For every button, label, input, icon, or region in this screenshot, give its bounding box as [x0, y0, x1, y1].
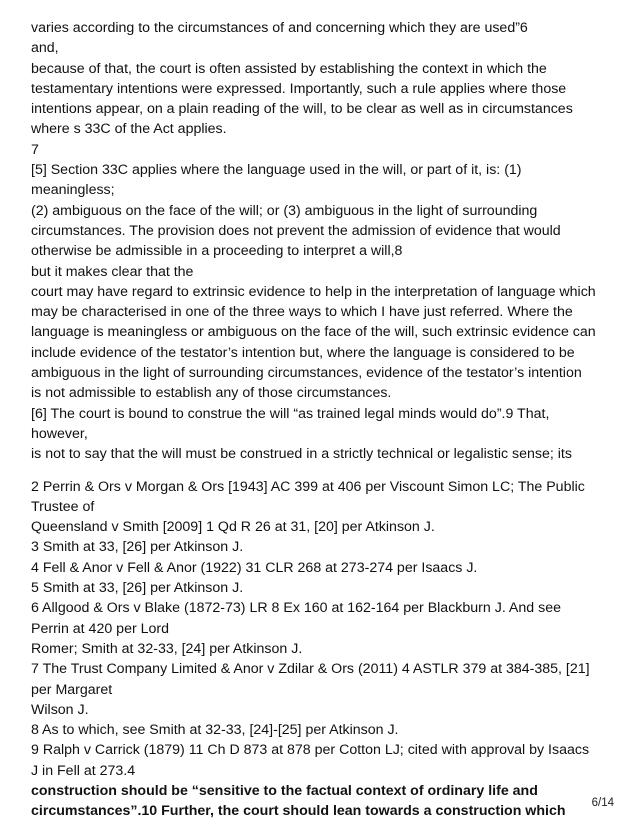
footnote-line: Trustee of: [31, 498, 95, 515]
body-line: is not to say that the will must be construed in a strictly technical or legalistic sense; its: [31, 446, 572, 463]
footnote-line: 5 Smith at 33, [26] per Atkinson J.: [31, 580, 244, 597]
page-content: [31, 18, 626, 822]
footnote-line: Queensland v Smith [2009] 1 Qd R 26 at 31, [20] per Atkinson J.: [31, 519, 435, 536]
body-line: otherwise be admissible in a proceeding to interpret a will,8: [31, 243, 403, 260]
body-line: and,: [31, 40, 59, 57]
body-line: meaningless;: [31, 182, 115, 199]
footnote-line: 2 Perrin & Ors v Morgan & Ors [1943] AC 399 at 406 per Viscount Simon LC; The Public: [31, 478, 585, 495]
bold-line: construction should be “sensitive to the factual context of ordinary life and: [31, 782, 538, 799]
body-line: varies according to the circumstances of and concerning which they are used”6: [31, 20, 528, 36]
footnote-line: 3 Smith at 33, [26] per Atkinson J.: [31, 539, 244, 556]
body-line: ambiguous in the light of surrounding circumstances, evidence of the testator’s intention: [31, 365, 582, 382]
body-line: circumstances. The provision does not prevent the admission of evidence that would: [31, 222, 561, 239]
body-line: may be characterised in one of the three ways to which I have just referred. Where the: [31, 304, 573, 321]
section-gap: [31, 465, 626, 477]
bold-line: circumstances”.10 Further, the court should lean towards a construction which: [31, 803, 566, 820]
body-line: [6] The court is bound to construe the will “as trained legal minds would do”.9 That,: [31, 405, 550, 422]
body-line: but it makes clear that the: [31, 263, 194, 280]
body-line: where s 33C of the Act applies.: [31, 121, 227, 138]
body-line: intentions appear, on a plain reading of the will, to be clear as well as in circumstances: [31, 101, 573, 118]
footnote-line: Perrin at 420 per Lord: [31, 620, 170, 637]
body-line: testamentary intentions were expressed. Importantly, such a rule applies where those: [31, 80, 567, 97]
body-line: is not admissible to establish any of those circumstances.: [31, 385, 392, 402]
body-line: language is meaningless or ambiguous on the face of the will, such extrinsic evidence can: [31, 324, 596, 341]
footnote-line: 7 The Trust Company Limited & Anor v Zdilar & Ors (2011) 4 ASTLR 379 at 384-385, [21]: [31, 661, 590, 678]
footnote-line: 4 Fell & Anor v Fell & Anor (1922) 31 CLR 268 at 273-274 per Isaacs J.: [31, 559, 478, 576]
footnote-line: Romer; Smith at 32-33, [24] per Atkinson J.: [31, 640, 303, 657]
body-line: (2) ambiguous on the face of the will; or (3) ambiguous in the light of surrounding: [31, 202, 538, 219]
page-number: 6/14: [591, 797, 614, 809]
footnote-line: Wilson J.: [31, 701, 89, 718]
footnote-line: J in Fell at 273.4: [31, 762, 136, 779]
footnote-line: per Margaret: [31, 681, 113, 698]
footnote-line: 6 Allgood & Ors v Blake (1872-73) LR 8 Ex 160 at 162-164 per Blackburn J. And see: [31, 600, 561, 617]
body-text: [31, 18, 626, 465]
body-line: 7: [31, 141, 39, 158]
bold-continuation: [31, 781, 626, 822]
body-line: however,: [31, 425, 88, 442]
body-line: include evidence of the testator’s intention but, where the language is considered to be: [31, 344, 575, 361]
body-line: because of that, the court is often assisted by establishing the context in which the: [31, 60, 547, 77]
body-line: [5] Section 33C applies where the language used in the will, or part of it, is: (1): [31, 162, 522, 179]
footnote-line: 9 Ralph v Carrick (1879) 11 Ch D 873 at 878 per Cotton LJ; cited with approval by Isaacs: [31, 742, 590, 759]
body-line: court may have regard to extrinsic evidence to help in the interpretation of language which: [31, 283, 596, 300]
footnotes: [31, 477, 626, 781]
footnote-line: 8 As to which, see Smith at 32-33, [24]-[25] per Atkinson J.: [31, 722, 399, 739]
